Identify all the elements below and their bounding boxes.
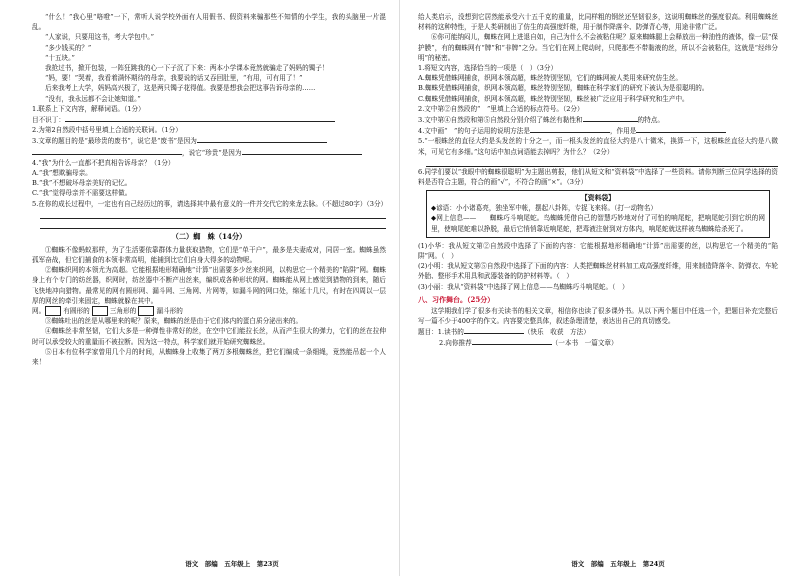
resource-item: ◆网上信息—— 蜘蛛巧斗响尾蛇。鸟蜘蛛凭借自己的智慧巧妙地对付了可怕的响尾蛇，把响尾蛇引到它织的网里，使响尾蛇难以挣脱，最后它悄悄靠近响尾蛇，把毒液注射到对方体内，响尾蛇就这样被鸟蜘蛛给杀死了。 — [431, 214, 765, 233]
option: B.“我”不想破坏母亲美好的记忆。 — [32, 179, 132, 188]
story-paragraph: “妈，要！”哭着，我看着满怀期待的母亲，我要说的话又吞回肚里，“有用，可有用了！” — [45, 74, 303, 83]
question: 2.文中第②自然段的“ ”里填上合适的标点符号。（2分） — [418, 104, 584, 113]
answer-line[interactable] — [197, 135, 327, 143]
resource-item: ◆谚语：小小诸葛亮，独坐军中帐，摆起八卦阵，专捉飞来将。（打一动物名） — [431, 204, 657, 213]
story-paragraph: “十五块。” — [45, 53, 75, 62]
question: 3.文章的题目的是“最珍贵的废书”，说它是“废书”是因为 — [32, 137, 197, 146]
option: C.蜘蛛凭借蛛网捕食，织网本领高超，蛛丝特别坚韧，蛛丝被广泛应用于科学研究和生产中。 — [418, 94, 689, 103]
choice-item: (1)小华：我从短文第②自然段中选择了下面的内容：它能根据地形精确地“计算”出需要的丝，以构思它一个精美的“陷阱”网。（ ） — [418, 241, 778, 261]
answer-line[interactable] — [530, 125, 610, 133]
question: 4.“我”为什么一直都不把真相告诉母亲？（1分） — [32, 158, 175, 167]
answer-line[interactable] — [40, 209, 386, 219]
page-footer: 语文 部编 五年级上 第23页 — [185, 560, 279, 568]
prompt-paragraph: 这学期我们学了很多有关读书的相关文章，相信你也读了很多课外书。从以下两个题目中任选一个，把题目补充完整后写一篇不少于400字的作文。内容要完整具体，叙述条理清楚，表达出自己的真切感受。 — [418, 306, 778, 326]
answer-box[interactable] — [92, 306, 108, 316]
resource-box — [426, 190, 770, 238]
question: 的特点。 — [637, 116, 664, 125]
section-title: （二）蜘 蛛（14分） — [171, 231, 247, 241]
question: 3.文中第④自然段和第⑤自然段分别介绍了蛛丝有黏性和 — [418, 116, 583, 125]
answer-line[interactable] — [40, 219, 386, 229]
answer-box[interactable] — [138, 306, 154, 316]
question: 1.将短文内容，选择恰当的一项是（ ）（3分） — [418, 64, 558, 73]
prompt-title: 2.向你推荐 — [439, 339, 472, 348]
question: 2.为第2自然段中括号里填上合适的关联词。（1分） — [32, 126, 182, 135]
option: A.蜘蛛凭借蛛网捕食，织网本领高超，蛛丝特别坚韧，它们的蛛网被人类用来研究仿生丝。 — [418, 74, 683, 83]
question: ，作用是 — [609, 127, 637, 136]
question: ，说它“珍贵”是因为 — [182, 148, 242, 157]
passage-paragraph: ①蜘蛛不像蚂蚁那样，为了生活要依靠群体力量获取猎物，它们是“单干户”，最多是夫妻成对，同居一室。蜘蛛虽然孤军奋战，但它们捕食的本领非常高明，能捕到比它们自身大得多的动物呢。 — [32, 245, 386, 265]
resource-box-title: 【资料袋】 — [581, 194, 615, 203]
passage-paragraph: 给人类启示，没想到它居然能承受六十五千克的重量，比同样粗的钢丝还坚韧很多，这说明蜘蛛丝的强度很高。利用蜘蛛丝材料的这种特性，于是人类研制出了仿生的高强度纤维，用于制作降落伞、防弹背心等，用途非常广泛。 — [418, 13, 778, 32]
right-page — [400, 0, 800, 576]
passage-paragraph: ②蜘蛛织网的本领尤为高超。它能根据地形精确地“计算”出需要多少丝来织网，以构思它一个精美的“陷阱”网。蜘蛛身上有个专门的纺丝器，织网时，纺丝器中不断产出丝来，编织成各种形状的网。蜘蛛能从网上感觉到猎物的到来，随后飞快地冲向猎物。最常见的网有圆形网、漏斗网、三角网、片网等，如漏斗网的网口处，绵延十几尺，有时在四周以一层厚的网丝的牵引来固定，蜘蛛就躲在其中。 — [32, 266, 386, 305]
passage-paragraph: ③蜘蛛吐出的丝是从哪里来的呢？原来，蜘蛛的丝是由于它们体内的蛋白质分泌出来的。 — [45, 317, 303, 326]
question: 4.文中画“ ”的句子运用的说明方法是 — [418, 127, 530, 136]
choice-item: (2)小明：我从短文第⑤自然段中选择了下面的内容：人类把蜘蛛丝材料加工成高强度纤维，用来制造降落伞、防弹衣、车轮外胎、整形手术用具和武器装备的防护材料等。（ ） — [418, 262, 778, 281]
answer-line[interactable] — [65, 114, 335, 122]
story-paragraph: 后来我考上大学，妈妈高兴极了，这是两只镯子花得值。我要是想我会把这事告诉母亲的…… — [45, 84, 316, 93]
web-type-label: 三角形的 — [109, 307, 137, 316]
question: 6.同学们要以“我眼中的蜘蛛很聪明”为主题出剪报，他们从短文和“资料袋”中选择了一些资料。请你判断三位同学选择的资料是否符合主题，符合的画“√”，不符合的画“×”。（3分） — [418, 167, 778, 187]
question: 目不识丁： — [32, 116, 65, 125]
web-type-label: 有圆形的 — [63, 307, 90, 316]
answer-line[interactable] — [32, 147, 182, 155]
answer-line[interactable] — [464, 326, 524, 334]
web-type-label: 漏斗形的 — [156, 307, 183, 316]
question: 1.联系上下文内容，解释词语。（1分） — [32, 104, 145, 113]
answer-line[interactable] — [636, 125, 726, 133]
passage-paragraph: ⑥你可能纳闷儿，蜘蛛在网上进退自如，自己为什么不会被粘住呢？原来蜘蛛腿上会释放出一种油性的液体，像一层“保护膜”，有的蜘蛛网有“牌”和“非牌”之分。当它们在网上爬动时，只爬那些不带黏液的丝，所以不会被粘住，这就是“经纬分明”的秘密。 — [418, 33, 778, 62]
option: A.“我”想欺骗母亲。 — [32, 169, 92, 178]
page-footer: 语文 部编 五年级上 第24页 — [571, 560, 665, 568]
question: 5.在你的成长过程中，一定也有自己经历过的事，请选择其中最有意义的一件并交代它的来龙去脉。（不超过80字）（3分） — [32, 199, 388, 208]
answer-line[interactable] — [472, 337, 552, 345]
option: C.“我”觉得母亲并不需要这样做。 — [32, 189, 132, 198]
story-paragraph: “没有，我永远都不会让她知道。” — [45, 94, 141, 103]
prompt-hint: （一本书 一篇文章） — [551, 339, 618, 348]
passage-paragraph: ⑤日本有位科学家曾用几个月的时间，从蜘蛛身上收集了两万多根蜘蛛丝，把它们编成一条细绳，竟然能吊起一个人来！ — [32, 347, 386, 367]
section-title: 八、习作舞台。（25分） — [418, 294, 495, 304]
choice-item: (3)小丽：我从“资料袋”中选择了网上信息——鸟蜘蛛巧斗响尾蛇。（ ） — [418, 282, 629, 291]
prompt-hint: （快乐 收获 方法） — [523, 328, 590, 337]
prompt-title: 题目：1.读书的 — [418, 328, 464, 337]
story-paragraph: “多少钱买的？” — [45, 43, 92, 52]
answer-line[interactable] — [242, 147, 362, 155]
answer-box[interactable] — [45, 306, 61, 316]
question: 5.“一根蛛丝的直径大约是头发丝的十分之一，而一根头发丝的直径大约是八十微米，换算一下，这根蛛丝直径大约是八微米，可见它有多细。”这句话中加点词语能去掉吗？为什么？（2分） — [418, 137, 778, 156]
web-types-row: 网。 有圆形的 三角形的 漏斗形的 — [32, 307, 183, 316]
story-paragraph: “人家说，只要用这书，考大学包中。” — [45, 33, 154, 42]
passage-paragraph: ④蜘蛛丝非常坚韧，它们大多是一种弹性非常好的丝，在空中它们能拉长丝，从而产生很大的弹力，它们的丝在拉伸时可以承受较大的重量而不被拉断。因为这一特点，科学家们就开始研究蜘蛛丝。 — [32, 327, 386, 346]
story-paragraph: “什么！”我心里“咯噔”一下，常听人说学校外面有人用假书、假资料来骗那些不知情的小学生，我的头脑里一片混乱。 — [32, 13, 386, 32]
answer-line[interactable] — [426, 157, 778, 167]
option: B.蜘蛛凭借蛛网捕食，织网本领高超，蛛丝特别坚韧，蜘蛛在科学家们的研究下被认为是很聪明的。 — [418, 84, 709, 93]
answer-line[interactable] — [583, 114, 638, 122]
story-paragraph: 我抢过书，掀开包装，一阵狂跳我的心一下子沉了下来：两本小学课本竟然就骗走了妈妈的镯子！ — [45, 64, 329, 73]
